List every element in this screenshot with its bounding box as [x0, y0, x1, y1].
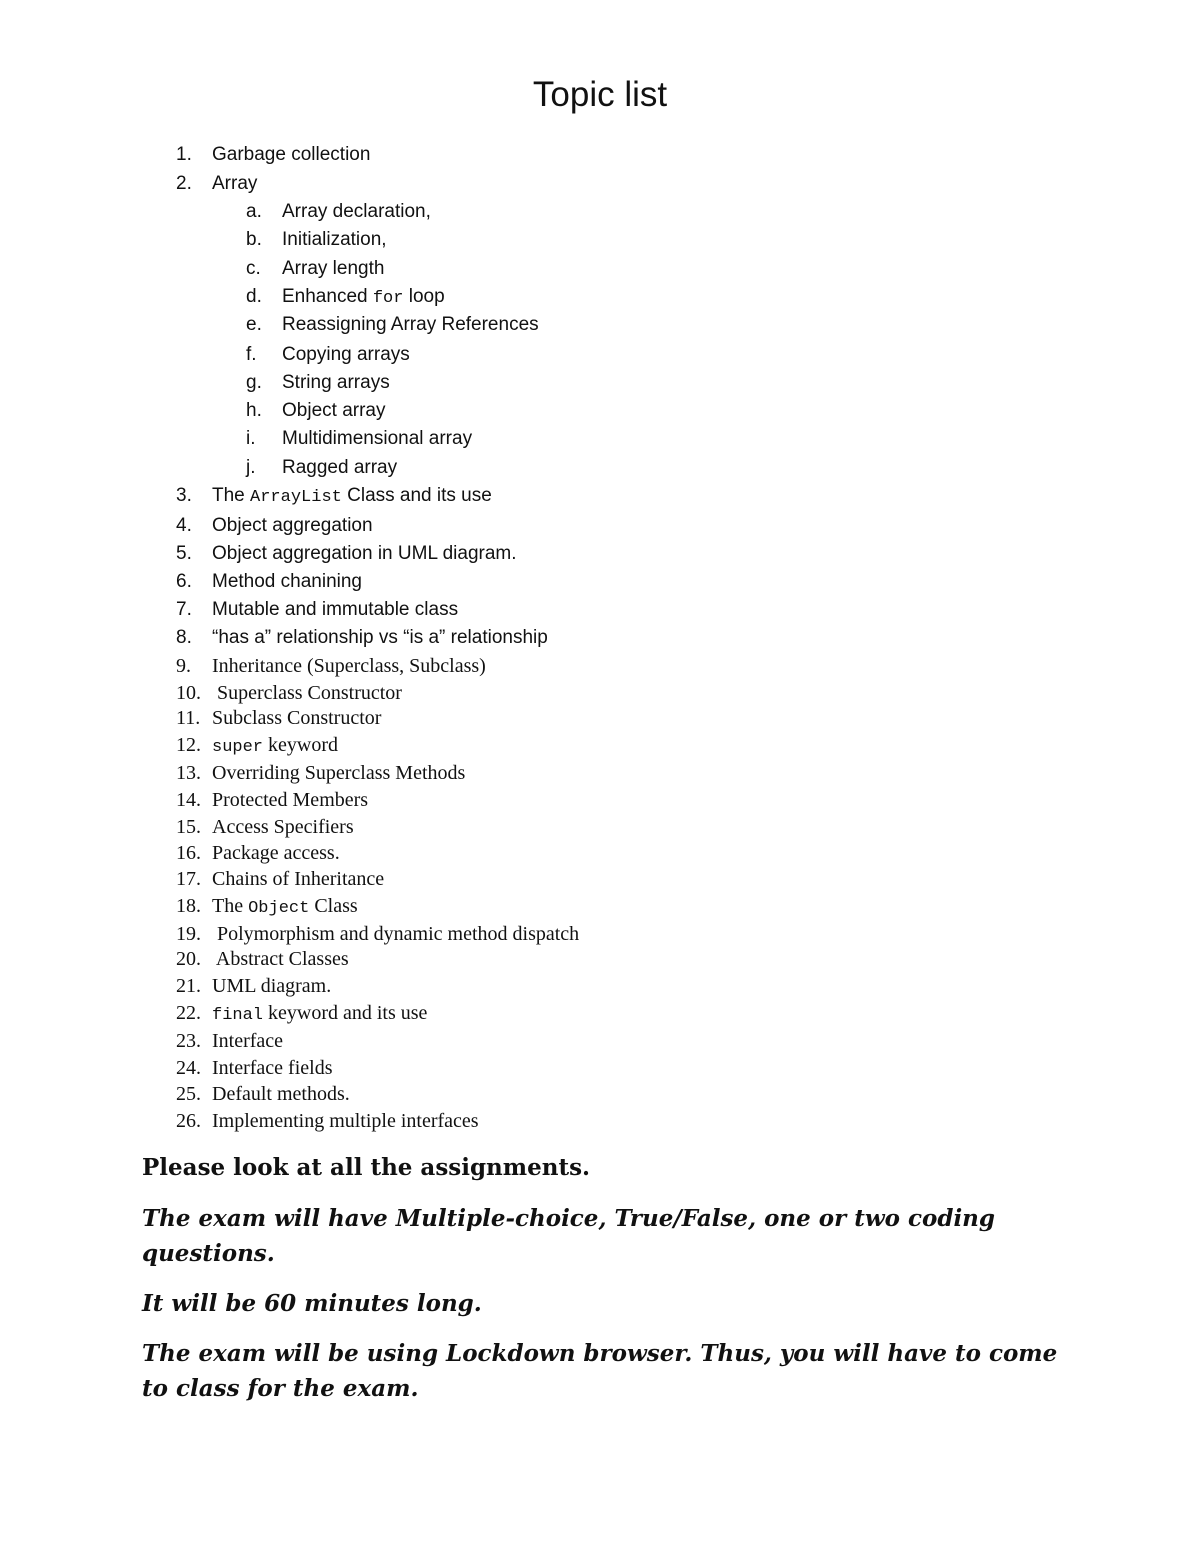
code-keyword: final — [212, 1006, 264, 1025]
page-title: Topic list — [532, 75, 668, 114]
topic-number: 2. — [176, 173, 192, 194]
topic-text — [212, 1001, 427, 1028]
note-lockdown-browser: The exam will be using Lockdown browser. Thus, you will have to come to class for the exam. — [142, 1340, 1058, 1402]
topic-number: 14. — [176, 789, 201, 811]
subtopic-text: Copying arrays — [282, 344, 410, 365]
topic-text: Object aggregation in UML diagram. — [212, 543, 517, 564]
subtopic-text: Initialization, — [282, 229, 387, 250]
topic-number: 3. — [176, 485, 192, 506]
topic-text: Method chanining — [212, 571, 362, 592]
subtopic-letter: h. — [246, 400, 262, 421]
topic-number: 13. — [176, 762, 201, 784]
topic-number: 5. — [176, 543, 192, 564]
topic-number: 11. — [176, 707, 201, 729]
topic-number: 24. — [176, 1057, 201, 1079]
topic-text — [212, 894, 358, 921]
subtopic-letter: i. — [246, 428, 256, 449]
subtopic-text-pre: Enhanced — [282, 286, 373, 307]
code-keyword: Object — [248, 899, 310, 918]
topic-number: 12. — [176, 734, 201, 756]
subtopic-letter: c. — [246, 258, 261, 279]
topic-number: 15. — [176, 816, 201, 838]
topic-text-post: keyword — [263, 734, 338, 756]
subtopic-text — [282, 285, 445, 311]
topic-number: 22. — [176, 1002, 201, 1024]
subtopic-letter: g. — [246, 372, 262, 393]
topic-text-pre: The — [212, 895, 249, 917]
topic-text: UML diagram. — [212, 975, 332, 997]
topic-text: Default methods. — [212, 1083, 350, 1105]
code-keyword: ArrayList — [250, 488, 342, 507]
topic-text: “has a” relationship vs “is a” relationship — [212, 627, 548, 648]
topic-text: Garbage collection — [212, 144, 371, 165]
topic-text: Array — [212, 173, 258, 194]
subtopic-letter: b. — [246, 229, 262, 250]
topic-text: Interface — [212, 1030, 284, 1052]
topic-number: 26. — [176, 1110, 201, 1132]
topic-number: 23. — [176, 1030, 201, 1052]
topic-number: 21. — [176, 975, 201, 997]
subtopic-text: Array length — [282, 258, 385, 279]
topic-number: 10. — [176, 682, 201, 704]
topic-text: Superclass Constructor — [212, 682, 402, 704]
topic-number: 18. — [176, 895, 201, 917]
subtopic-text: Multidimensional array — [282, 428, 473, 449]
subtopic-text: Array declaration, — [282, 201, 431, 222]
topic-text: Subclass Constructor — [212, 707, 382, 729]
topic-number: 20. — [176, 948, 201, 970]
topic-text: Protected Members — [212, 789, 369, 811]
subtopic-letter: d. — [246, 286, 262, 307]
topic-text-post: keyword and its use — [263, 1002, 428, 1024]
topic-number: 8. — [176, 627, 192, 648]
topic-text-pre: The — [212, 485, 251, 506]
subtopic-letter: a. — [246, 201, 262, 222]
code-keyword: super — [212, 738, 264, 757]
topic-number: 17. — [176, 868, 201, 890]
subtopic-letter: j. — [246, 457, 256, 478]
topic-number: 16. — [176, 842, 201, 864]
topic-number: 4. — [176, 515, 192, 536]
topic-text — [212, 733, 338, 760]
subtopic-letter: e. — [246, 314, 262, 335]
topic-number: 25. — [176, 1083, 201, 1105]
code-keyword: for — [372, 289, 404, 308]
note-exam-duration: It will be 60 minutes long. — [142, 1290, 482, 1317]
topic-text-post: Class and its use — [341, 485, 492, 506]
topic-text: Overriding Superclass Methods — [212, 762, 466, 784]
subtopic-text: Reassigning Array References — [282, 314, 539, 335]
topic-number: 7. — [176, 599, 192, 620]
topic-text: Inheritance (Superclass, Subclass) — [212, 655, 486, 677]
subtopic-text-post: loop — [403, 286, 445, 307]
topic-number: 19. — [176, 923, 201, 945]
topic-text: Polymorphism and dynamic method dispatch — [212, 923, 580, 945]
subtopic-text: Ragged array — [282, 457, 398, 478]
subtopic-text: String arrays — [282, 372, 390, 393]
topic-number: 1. — [176, 144, 192, 165]
topic-text — [212, 484, 492, 510]
topic-text: Abstract Classes — [212, 948, 349, 970]
topic-text: Implementing multiple interfaces — [212, 1110, 479, 1132]
note-assignments: Please look at all the assignments. — [142, 1154, 591, 1181]
topic-number: 6. — [176, 571, 192, 592]
topic-text: Interface fields — [212, 1057, 333, 1079]
topic-text: Package access. — [212, 842, 340, 864]
topic-text: Access Specifiers — [212, 816, 354, 838]
subtopic-text: Object array — [282, 400, 386, 421]
subtopic-letter: f. — [246, 344, 257, 365]
topic-text: Chains of Inheritance — [212, 868, 385, 890]
topic-text: Mutable and immutable class — [212, 599, 459, 620]
topic-number: 9. — [176, 655, 191, 677]
topic-text: Object aggregation — [212, 515, 373, 536]
topic-text-post: Class — [309, 895, 358, 917]
note-exam-format: The exam will have Multiple-choice, True/False, one or two coding questions. — [142, 1205, 995, 1267]
